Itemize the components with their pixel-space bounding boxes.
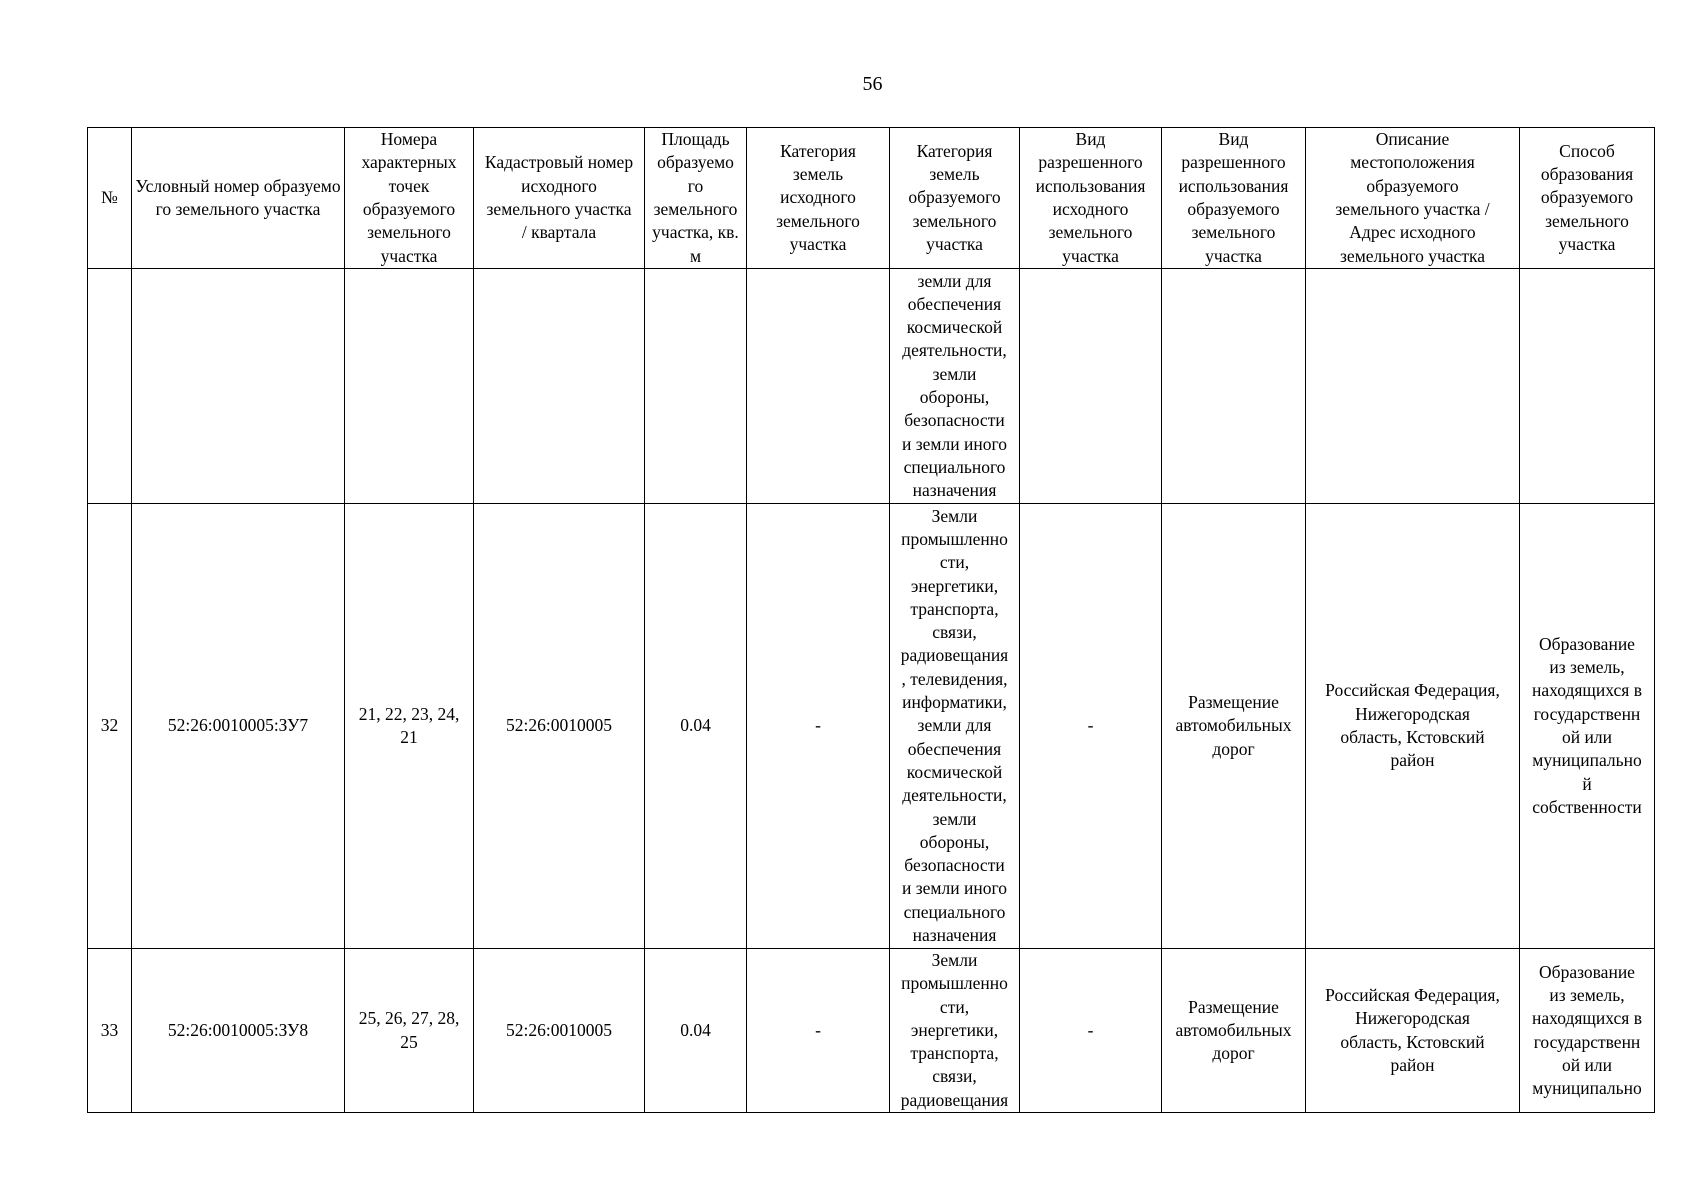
cell-category-formed: Земли промышленно сти, энергетики, транспорта, связи, радиовещания , телевидения, информатики, земли для обеспечения космической деятельности, земли обороны, безопасности и земли иного специального назначения	[890, 504, 1020, 949]
header-points: Номера характерных точек образуемого земельного участка	[345, 128, 474, 269]
cell-points: 21, 22, 23, 24, 21	[345, 504, 474, 949]
land-plots-table	[87, 127, 1655, 1113]
cell-conditional-number: 52:26:0010005:ЗУ7	[132, 504, 345, 949]
cell-method: Образование из земель, находящихся в государственн ой или муниципально й собственности	[1520, 504, 1655, 949]
cell-category-formed: земли для обеспечения космической деятельности, земли обороны, безопасности и земли иного специального назначения	[890, 269, 1020, 504]
header-category-source: Категория земель исходного земельного участка	[747, 128, 890, 269]
cell-number: 33	[88, 949, 132, 1113]
cell-empty	[1162, 269, 1306, 504]
header-location: Описание местоположения образуемого земельного участка / Адрес исходного земельного участка	[1306, 128, 1520, 269]
cell-use-formed: Размещение автомобильных дорог	[1162, 949, 1306, 1113]
cell-area: 0.04	[645, 504, 747, 949]
header-category-formed: Категория земель образуемого земельного участка	[890, 128, 1020, 269]
cell-category-source: -	[747, 504, 890, 949]
cell-method: Образование из земель, находящихся в государственн ой или муниципально	[1520, 949, 1655, 1113]
cell-location: Российская Федерация, Нижегородская область, Кстовский район	[1306, 949, 1520, 1113]
cell-category-source: -	[747, 949, 890, 1113]
table-row	[88, 949, 1655, 1113]
cell-cadastral-number: 52:26:0010005	[474, 504, 645, 949]
cell-empty	[1020, 269, 1162, 504]
table-header-row	[88, 128, 1655, 269]
cell-empty	[474, 269, 645, 504]
cell-category-formed: Земли промышленно сти, энергетики, транспорта, связи, радиовещания	[890, 949, 1020, 1113]
header-number: №	[88, 128, 132, 269]
cell-use-source: -	[1020, 504, 1162, 949]
cell-use-source: -	[1020, 949, 1162, 1113]
header-area: Площадь образуемо го земельного участка, кв. м	[645, 128, 747, 269]
cell-empty	[345, 269, 474, 504]
cell-empty	[1306, 269, 1520, 504]
page-number: 56	[862, 73, 883, 95]
cell-empty	[1520, 269, 1655, 504]
header-conditional-number: Условный номер образуемого земельного участка	[132, 128, 345, 269]
cell-cadastral-number: 52:26:0010005	[474, 949, 645, 1113]
cell-area: 0.04	[645, 949, 747, 1113]
header-method: Способ образования образуемого земельного участка	[1520, 128, 1655, 269]
cell-use-formed: Размещение автомобильных дорог	[1162, 504, 1306, 949]
cell-empty	[132, 269, 345, 504]
cell-number: 32	[88, 504, 132, 949]
cell-points: 25, 26, 27, 28, 25	[345, 949, 474, 1113]
table-row	[88, 504, 1655, 949]
cell-empty	[645, 269, 747, 504]
cell-location: Российская Федерация, Нижегородская область, Кстовский район	[1306, 504, 1520, 949]
cell-empty	[747, 269, 890, 504]
cell-empty	[88, 269, 132, 504]
table-row-continuation	[88, 269, 1655, 504]
cell-conditional-number: 52:26:0010005:ЗУ8	[132, 949, 345, 1113]
header-use-formed: Вид разрешенного использования образуемого земельного участка	[1162, 128, 1306, 269]
header-use-source: Вид разрешенного использования исходного земельного участка	[1020, 128, 1162, 269]
header-cadastral-number: Кадастровый номер исходного земельного участка / квартала	[474, 128, 645, 269]
